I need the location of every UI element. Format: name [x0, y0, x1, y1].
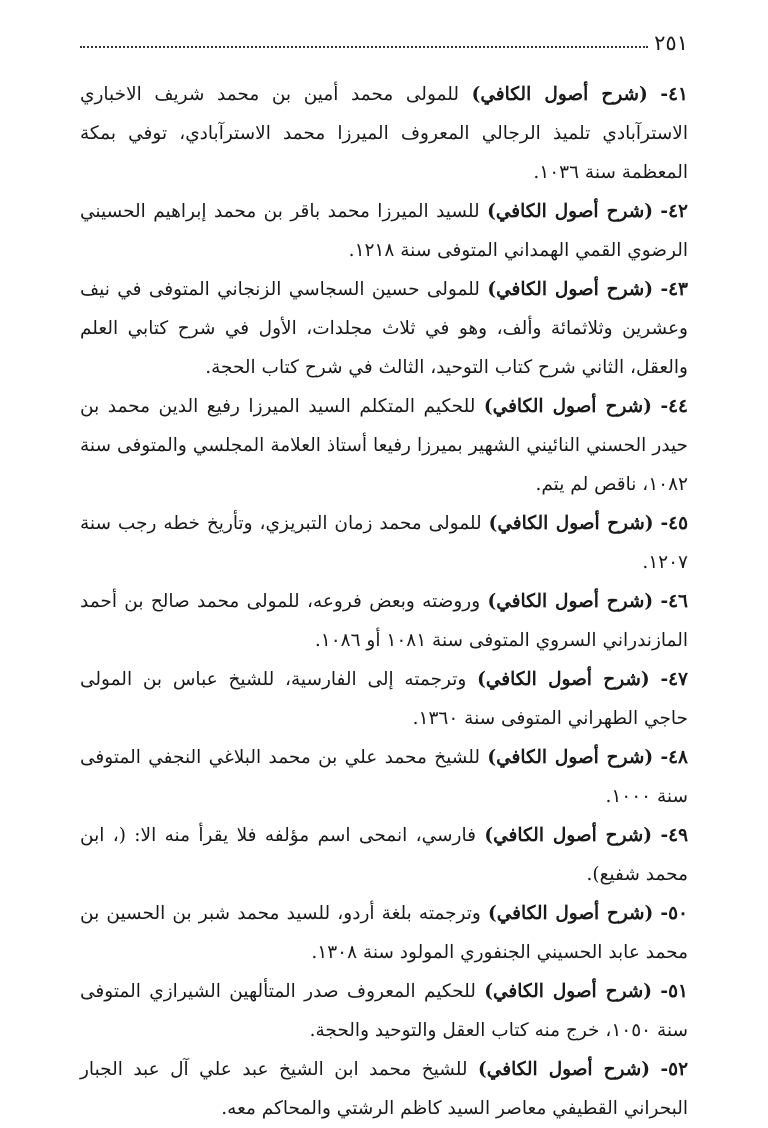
entries-list	[80, 75, 688, 1128]
entry-number: ٥٢-	[660, 1059, 689, 1080]
entry-number: ٥٠-	[660, 903, 688, 924]
entry-number: ٤٥-	[660, 513, 689, 534]
entry-number: ٤٨-	[660, 747, 688, 768]
entry-number: ٤٢-	[660, 201, 688, 222]
entry-text: وترجمته إلى الفارسية، للشيخ عباس بن المولى حاجي الطهراني المتوفى سنة ١٣٦٠.	[80, 669, 688, 729]
entry-number: ٤١-	[660, 84, 688, 105]
entry-48	[80, 738, 688, 816]
entry-text: للمولى محمد زمان التبريزي، وتأريخ خطه رجب سنة ١٢٠٧.	[80, 513, 688, 573]
entry-title: (شرح أصول الكافي)	[483, 396, 652, 417]
entry-text: للشيخ محمد علي بن محمد البلاغي النجفي المتوفى سنة ١٠٠٠.	[80, 747, 688, 807]
entry-number: ٤٣-	[660, 279, 688, 300]
entry-51	[80, 972, 688, 1050]
entry-title: (شرح أصول الكافي)	[487, 279, 654, 300]
entry-text: للمولى حسين السجاسي الزنجاني المتوفى في نيف وعشرين وثلاثمائة وألف، وهو في ثلاث مجلدات، الأول في شرح كتابي العلم والعقل، الثاني شرح كتاب التوحيد، الثالث في شرح كتاب الحجة.	[80, 279, 688, 378]
entry-46	[80, 582, 688, 660]
entry-45	[80, 504, 688, 582]
entry-text: للسيد الميرزا محمد باقر بن محمد إبراهيم الحسيني الرضوي القمي الهمداني المتوفى سنة ١٢١٨.	[80, 201, 688, 261]
entry-41	[80, 75, 688, 192]
entry-number: ٤٧-	[660, 669, 688, 690]
entry-number: ٤٤-	[660, 396, 688, 417]
entry-50	[80, 894, 688, 972]
entry-text: للشيخ محمد ابن الشيخ عبد علي آل عبد الجبار البحراني القطيفي معاصر السيد كاظم الرشتي والمحاكم معه.	[80, 1059, 688, 1119]
page-header	[80, 30, 688, 56]
entry-43	[80, 270, 688, 387]
entry-title: (شرح أصول الكافي)	[488, 513, 654, 534]
entry-title: (شرح أصول الكافي)	[484, 981, 653, 1002]
entry-title: (شرح أصول الكافي)	[487, 591, 654, 612]
entry-title: (شرح أصول الكافي)	[484, 825, 653, 846]
entry-title: (شرح أصول الكافي)	[477, 669, 650, 690]
entry-title: (شرح أصول الكافي)	[478, 1059, 650, 1080]
entry-title: (شرح أصول الكافي)	[487, 201, 653, 222]
entry-title: (شرح أصول الكافي)	[487, 747, 654, 768]
entry-number: ٤٦-	[660, 591, 688, 612]
entry-text: للحكيم المتكلم السيد الميرزا رفيع الدين محمد بن حيدر الحسني النائيني الشهير بميرزا رفيعا أستاذ العلامة المجلسي والمتوفى سنة ١٠٨٢، ناقص لم يتم.	[80, 396, 688, 495]
entry-number: ٤٩-	[660, 825, 689, 846]
entry-44	[80, 387, 688, 504]
entry-title: (شرح أصول الكافي)	[487, 903, 654, 924]
page-number: ٢٥١	[654, 31, 688, 55]
entry-text: فارسي، انمحى اسم مؤلفه فلا يقرأ منه الا: (، ابن محمد شفيع).	[80, 825, 688, 885]
dotted-leader	[80, 46, 648, 48]
entry-42	[80, 192, 688, 270]
entry-number: ٥١-	[660, 981, 688, 1002]
entry-52	[80, 1050, 688, 1128]
entry-title: (شرح أصول الكافي)	[471, 84, 648, 105]
entry-47	[80, 660, 688, 738]
entry-text: وترجمته بلغة أردو، للسيد محمد شبر بن الحسين بن محمد عابد الحسيني الجنفوري المولود سنة ١٣٠٨.	[80, 903, 688, 963]
entry-text: للحكيم المعروف صدر المتألهين الشيرازي المتوفى سنة ١٠٥٠، خرج منه كتاب العقل والتوحيد والحجة.	[80, 981, 688, 1041]
entry-49	[80, 816, 688, 894]
entry-text: للمولى محمد أمين بن محمد شريف الاخباري الاسترآبادي تلميذ الرجالي المعروف الميرزا محمد الاسترآبادي، توفي بمكة المعظمة سنة ١٠٣٦.	[80, 84, 688, 183]
entry-text: وروضته وبعض فروعه، للمولى محمد صالح بن أحمد المازندراني السروي المتوفى سنة ١٠٨١ أو ١٠٨٦.	[80, 591, 688, 651]
